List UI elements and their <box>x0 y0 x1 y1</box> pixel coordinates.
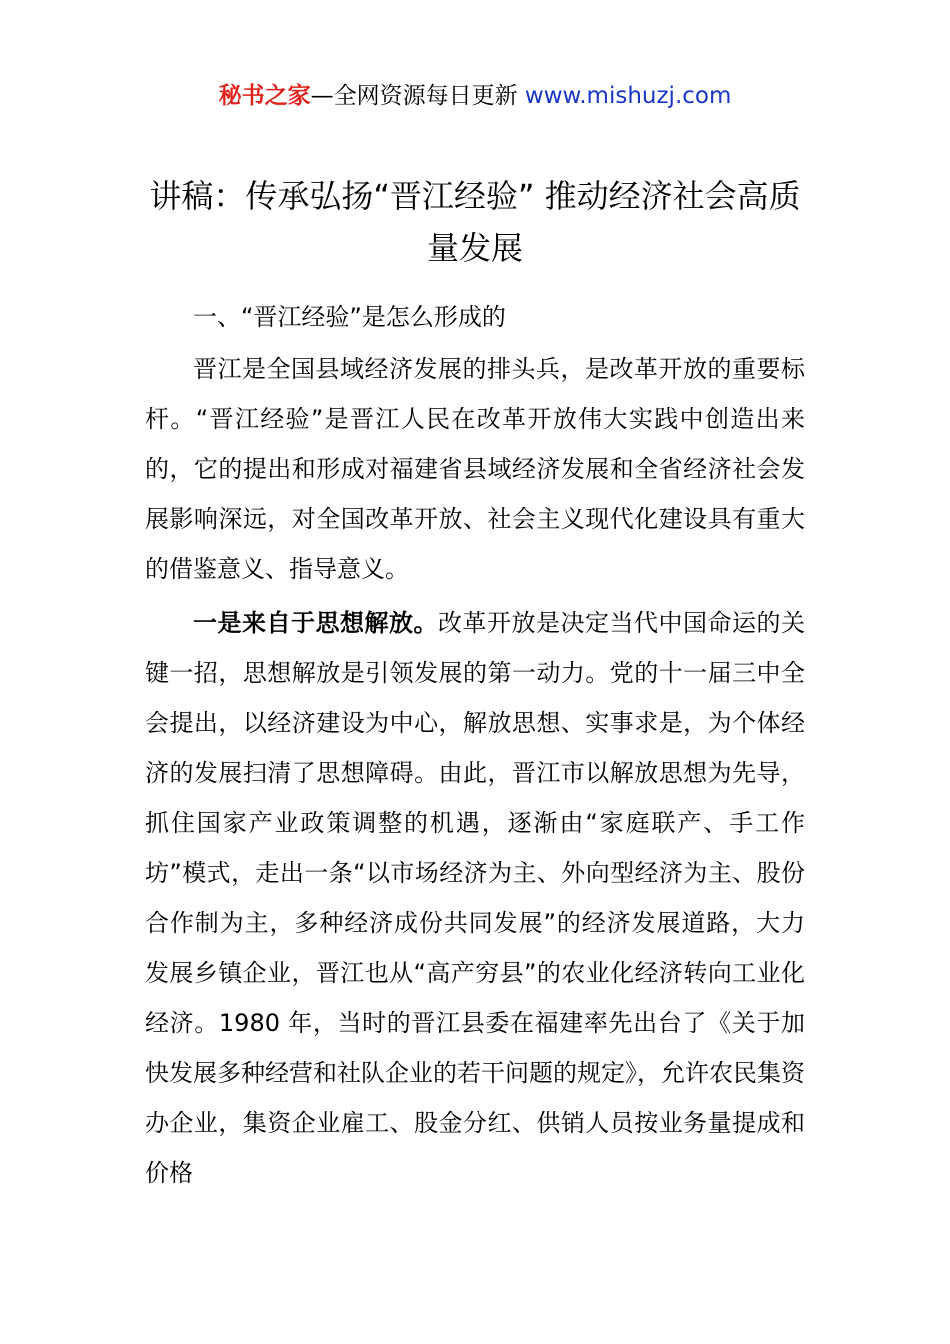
paragraph-2-lead: 一是来自于思想解放。 <box>193 609 438 637</box>
section-heading: 一、“晋江经验”是怎么形成的 <box>193 303 506 331</box>
site-brand: 秘书之家 <box>218 83 311 109</box>
paragraph-2-body: 改革开放是决定当代中国命运的关键一招，思想解放是引领发展的第一动力。党的十一届三中全会提出，以经济建设为中心，解放思想、实事求是，为个体经济的发展扫清了思想障碍。由此，晋江市以解放思想为先导，抓住国家产业政策调整的机遇，逐渐由“家庭联产、手工作坊”模式，走出一条“以市场经济为主、外向型经济为主、股份合作制为主，多种经济成份共同发展”的经济发展道路，大力发展乡镇企业，晋江也从“高产穷县”的农业化经济转向工业化经济。1980 年，当时的晋江县委在福建率先出台了《关于加快发展多种经营和社队企业的若干问题的规定》，允许农民集资办企业，集资企业雇工、股金分红、供销人员按业务量提成和价格 <box>145 609 805 1187</box>
paragraph-2 <box>145 598 805 1198</box>
document-body <box>145 292 805 1198</box>
site-header <box>0 78 950 114</box>
document-title: 讲稿：传承弘扬“晋江经验” 推动经济社会高质量发展 <box>149 177 801 267</box>
site-tagline: —全网资源每日更新 <box>310 83 525 109</box>
site-url-link[interactable]: www.mishuzj.com <box>524 83 732 109</box>
paragraph-1: 晋江是全国县域经济发展的排头兵，是改革开放的重要标杆。“晋江经验”是晋江人民在改革开放伟大实践中创造出来的，它的提出和形成对福建省县域经济发展和全省经济社会发展影响深远，对全国改革开放、社会主义现代化建设具有重大的借鉴意义、指导意义。 <box>145 355 805 583</box>
